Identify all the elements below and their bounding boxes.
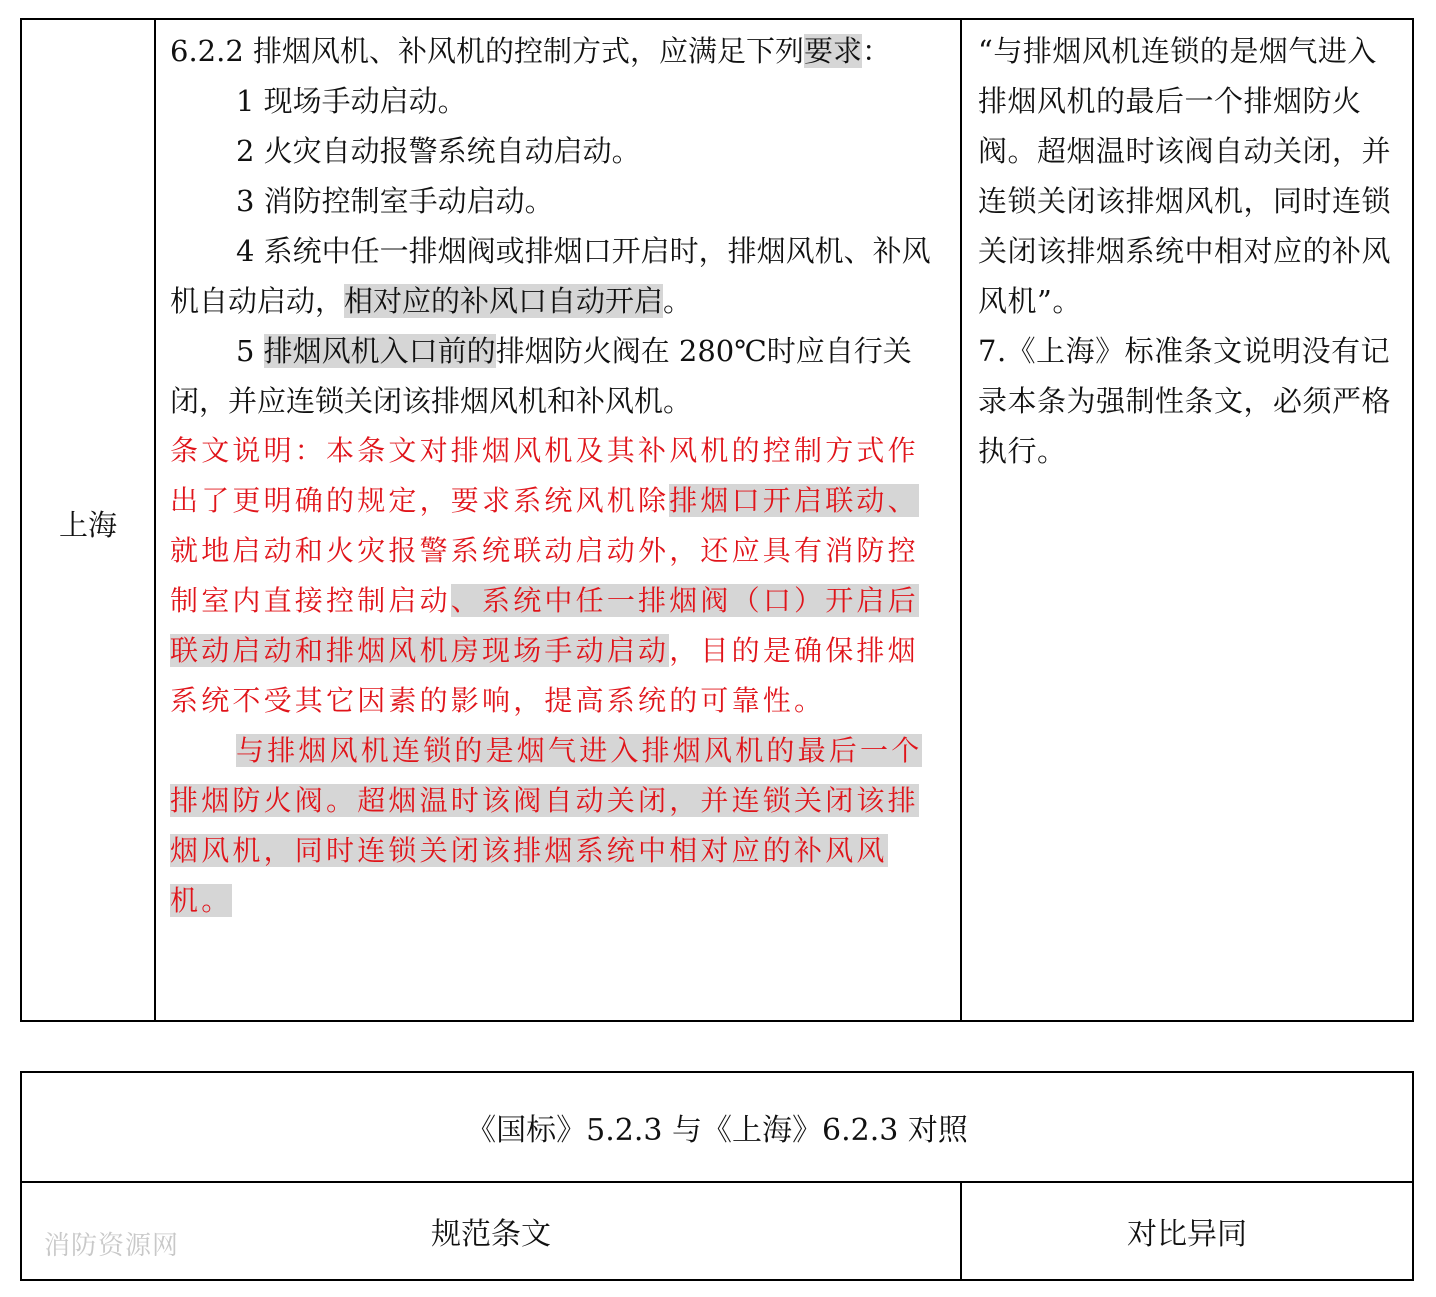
clause-item-2: 2 火灾自动报警系统自动启动。 bbox=[236, 134, 641, 168]
table-title: 《国标》5.2.3 与《上海》6.2.3 对照 bbox=[466, 1113, 968, 1148]
comparison-table-523 bbox=[20, 1071, 1414, 1281]
clause-title: 6.2.2 排烟风机、补风机的控制方式，应满足下列要求： bbox=[170, 34, 892, 68]
comparison-table-shanghai bbox=[20, 18, 1414, 1022]
column-divider bbox=[960, 20, 962, 1020]
region-label: 上海 bbox=[58, 508, 117, 542]
clause-explanation: 条文说明：本条文对排烟风机及其补风机的控制方式作出了更明确的规定，要求系统风机除排烟口开启联动、就地启动和火灾报警系统联动启动外，还应具有消防控制室内直接控制启动、系统中任一排烟阀（口）开启后联动启动和排烟风机房现场手动启动，目的是确保排烟系统不受其它因素的影响，提高系统的可靠性。 bbox=[170, 434, 919, 717]
watermark: 消防资源网 bbox=[44, 1231, 180, 1261]
column-divider bbox=[154, 20, 156, 1020]
standard-clause-cell bbox=[170, 26, 948, 926]
clause-item-1: 1 现场手动启动。 bbox=[236, 84, 467, 118]
clause-item-3: 3 消防控制室手动启动。 bbox=[236, 184, 554, 218]
header-comparison: 对比异同 bbox=[1127, 1217, 1247, 1252]
comparison-note-quote: “与排烟风机连锁的是烟气进入排烟风机的最后一个排烟防火阀。超烟温时该阀自动关闭，并连锁关闭该排烟风机，同时连锁关闭该排烟系统中相对应的补风风机”。 bbox=[978, 34, 1392, 318]
comparison-note-7: 7.《上海》标准条文说明没有记录本条为强制性条文，必须严格执行。 bbox=[978, 334, 1392, 468]
comparison-notes-cell bbox=[978, 26, 1402, 476]
header-standard-clause: 规范条文 bbox=[431, 1217, 551, 1252]
clause-item-5: 5 排烟风机入口前的排烟防火阀在 280℃时应自行关闭，并应连锁关闭该排烟风机和补风机。 bbox=[170, 334, 912, 418]
clause-explanation-para2: 与排烟风机连锁的是烟气进入排烟风机的最后一个排烟防火阀。超烟温时该阀自动关闭，并连锁关闭该排烟风机，同时连锁关闭该排烟系统中相对应的补风风机。 bbox=[170, 734, 923, 917]
clause-item-4: 4 系统中任一排烟阀或排烟口开启时，排烟风机、补风机自动启动，相对应的补风口自动开启。 bbox=[170, 234, 931, 318]
